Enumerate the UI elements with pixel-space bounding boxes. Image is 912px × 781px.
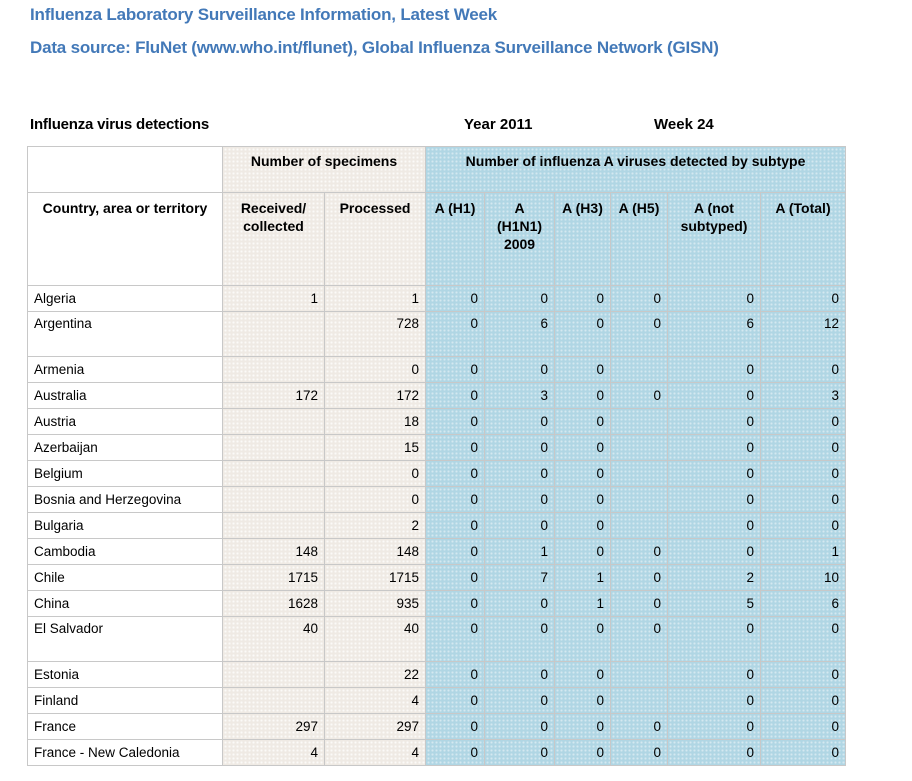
column-header-a-h1: A (H1) [426, 193, 485, 286]
country-cell: Belgium [28, 461, 223, 487]
subtype-value-cell: 0 [668, 714, 761, 740]
data-source-line: Data source: FluNet (www.who.int/flunet), Global Influenza Surveillance Network (GISN) [30, 38, 719, 57]
subtype-value-cell: 0 [485, 435, 555, 461]
subtype-value-cell: 1 [761, 539, 846, 565]
subtype-value-cell: 0 [555, 409, 611, 435]
table-row [28, 662, 846, 688]
subtype-value-cell: 0 [555, 714, 611, 740]
specimen-value-cell: 40 [223, 617, 325, 662]
country-cell: Australia [28, 383, 223, 409]
specimen-value-cell: 15 [325, 435, 426, 461]
report-header [30, 4, 912, 59]
subtype-value-cell: 0 [485, 487, 555, 513]
country-cell: Armenia [28, 357, 223, 383]
specimen-value-cell: 1 [325, 286, 426, 312]
subtype-value-cell: 0 [668, 539, 761, 565]
subtype-value-cell: 0 [485, 662, 555, 688]
specimen-value-cell: 4 [325, 740, 426, 766]
subtype-value-cell: 0 [555, 662, 611, 688]
specimen-value-cell [223, 357, 325, 383]
subtype-value-cell: 0 [668, 617, 761, 662]
table-row [28, 357, 846, 383]
table-row [28, 312, 846, 357]
column-header-a-not-subtyped: A (not subtyped) [668, 193, 761, 286]
subtype-value-cell: 0 [485, 714, 555, 740]
specimen-value-cell: 148 [325, 539, 426, 565]
subtype-value-cell: 0 [761, 662, 846, 688]
subtype-value-cell [611, 513, 668, 539]
table-row [28, 286, 846, 312]
specimens-group-header: Number of specimens [223, 147, 426, 193]
specimen-value-cell [223, 312, 325, 357]
subtype-value-cell: 0 [426, 312, 485, 357]
specimen-value-cell: 22 [325, 662, 426, 688]
subtype-value-cell: 0 [555, 357, 611, 383]
subtype-value-cell: 0 [611, 286, 668, 312]
subtype-value-cell: 1 [485, 539, 555, 565]
subtype-value-cell: 0 [761, 357, 846, 383]
subtype-value-cell: 0 [611, 714, 668, 740]
table-row [28, 383, 846, 409]
specimen-value-cell: 935 [325, 591, 426, 617]
subtype-value-cell: 0 [426, 513, 485, 539]
subtype-value-cell: 0 [555, 487, 611, 513]
subtype-value-cell: 0 [485, 513, 555, 539]
column-header-a-total: A (Total) [761, 193, 846, 286]
subtype-value-cell: 0 [668, 435, 761, 461]
table-row [28, 539, 846, 565]
specimen-value-cell: 18 [325, 409, 426, 435]
subtype-value-cell: 0 [761, 688, 846, 714]
subtype-value-cell: 0 [611, 740, 668, 766]
table-row [28, 740, 846, 766]
subtype-group-header: Number of influenza A viruses detected by subtype [426, 147, 846, 193]
subtype-value-cell: 0 [668, 461, 761, 487]
table-row [28, 487, 846, 513]
subtype-value-cell: 0 [426, 409, 485, 435]
subtype-value-cell: 0 [426, 714, 485, 740]
specimen-value-cell: 148 [223, 539, 325, 565]
specimen-value-cell: 4 [223, 740, 325, 766]
subtype-value-cell: 0 [485, 591, 555, 617]
subtype-value-cell: 0 [611, 312, 668, 357]
subtype-value-cell: 0 [761, 487, 846, 513]
specimen-value-cell [223, 409, 325, 435]
specimen-value-cell [223, 662, 325, 688]
subtype-value-cell: 0 [426, 740, 485, 766]
specimen-value-cell: 172 [325, 383, 426, 409]
column-header-row [28, 193, 846, 286]
subtype-value-cell: 0 [668, 286, 761, 312]
subtype-value-cell: 2 [668, 565, 761, 591]
country-cell: Bulgaria [28, 513, 223, 539]
subtype-value-cell: 0 [761, 617, 846, 662]
subtype-value-cell: 10 [761, 565, 846, 591]
country-cell: France [28, 714, 223, 740]
subtype-value-cell: 0 [555, 312, 611, 357]
subtype-value-cell: 0 [555, 461, 611, 487]
subtype-value-cell [611, 487, 668, 513]
specimen-value-cell [223, 461, 325, 487]
subtype-value-cell: 0 [426, 539, 485, 565]
subtype-value-cell: 0 [761, 740, 846, 766]
subtype-value-cell: 0 [761, 435, 846, 461]
country-cell: France - New Caledonia [28, 740, 223, 766]
table-row [28, 688, 846, 714]
specimen-value-cell: 1715 [325, 565, 426, 591]
subtype-value-cell: 0 [611, 539, 668, 565]
year-label: Year 2011 [464, 116, 533, 133]
subtype-value-cell: 6 [668, 312, 761, 357]
specimen-value-cell: 1 [223, 286, 325, 312]
subtype-value-cell: 0 [426, 662, 485, 688]
country-cell: Azerbaijan [28, 435, 223, 461]
column-header-received: Received/ collected [223, 193, 325, 286]
subtype-value-cell: 0 [555, 740, 611, 766]
country-cell: Estonia [28, 662, 223, 688]
specimen-value-cell: 0 [325, 461, 426, 487]
specimen-value-cell: 1628 [223, 591, 325, 617]
specimen-value-cell: 40 [325, 617, 426, 662]
subtype-value-cell: 0 [668, 383, 761, 409]
subtype-value-cell: 0 [485, 740, 555, 766]
specimen-value-cell: 297 [325, 714, 426, 740]
table-row [28, 461, 846, 487]
subtype-value-cell: 0 [611, 383, 668, 409]
subtype-value-cell: 0 [426, 286, 485, 312]
subtype-value-cell: 0 [426, 591, 485, 617]
table-body [28, 286, 846, 766]
subtype-value-cell: 0 [668, 662, 761, 688]
group-header-row [28, 147, 846, 193]
subtype-value-cell: 0 [555, 383, 611, 409]
subtype-value-cell: 1 [555, 565, 611, 591]
specimen-value-cell: 728 [325, 312, 426, 357]
subtype-value-cell: 0 [668, 357, 761, 383]
column-header-a-h3: A (H3) [555, 193, 611, 286]
country-cell: Algeria [28, 286, 223, 312]
specimen-value-cell: 4 [325, 688, 426, 714]
subtype-value-cell: 0 [485, 688, 555, 714]
subtype-value-cell: 0 [761, 286, 846, 312]
specimen-value-cell: 2 [325, 513, 426, 539]
specimen-value-cell [223, 435, 325, 461]
subtype-value-cell: 0 [555, 286, 611, 312]
subtype-value-cell: 0 [426, 435, 485, 461]
subtype-value-cell: 6 [485, 312, 555, 357]
subtype-value-cell: 0 [611, 591, 668, 617]
table-row [28, 714, 846, 740]
subtype-value-cell: 0 [426, 565, 485, 591]
table-row [28, 565, 846, 591]
subtype-value-cell [611, 662, 668, 688]
country-cell: Bosnia and Herzegovina [28, 487, 223, 513]
subtype-value-cell: 0 [555, 539, 611, 565]
subtype-value-cell: 0 [485, 286, 555, 312]
subtype-value-cell: 0 [668, 740, 761, 766]
subtype-value-cell [611, 461, 668, 487]
subtype-value-cell [611, 357, 668, 383]
country-cell: Chile [28, 565, 223, 591]
subtype-value-cell: 0 [668, 688, 761, 714]
table-row [28, 513, 846, 539]
subtype-value-cell: 0 [426, 617, 485, 662]
table-caption-row [0, 116, 912, 136]
subtype-value-cell: 0 [611, 617, 668, 662]
subtype-value-cell: 0 [485, 617, 555, 662]
subtype-value-cell: 0 [761, 714, 846, 740]
subtype-value-cell: 0 [611, 565, 668, 591]
country-cell: Argentina [28, 312, 223, 357]
subtype-value-cell: 0 [426, 383, 485, 409]
column-header-processed: Processed [325, 193, 426, 286]
table-row [28, 617, 846, 662]
subtype-value-cell: 12 [761, 312, 846, 357]
country-cell: Finland [28, 688, 223, 714]
column-header-a-h1n1-2009: A (H1N1) 2009 [485, 193, 555, 286]
subtype-value-cell: 0 [555, 688, 611, 714]
subtype-value-cell: 0 [485, 409, 555, 435]
column-header-a-h5: A (H5) [611, 193, 668, 286]
subtype-value-cell: 0 [668, 487, 761, 513]
subtype-value-cell: 7 [485, 565, 555, 591]
subtype-value-cell [611, 409, 668, 435]
subtype-value-cell: 0 [555, 435, 611, 461]
week-label: Week 24 [654, 116, 714, 133]
specimen-value-cell [223, 487, 325, 513]
column-header-country: Country, area or territory [28, 193, 223, 286]
influenza-detections-table [27, 146, 846, 766]
specimen-value-cell [223, 513, 325, 539]
subtype-value-cell: 0 [668, 513, 761, 539]
subtype-value-cell: 0 [426, 487, 485, 513]
table-title: Influenza virus detections [30, 116, 210, 133]
country-cell: Austria [28, 409, 223, 435]
subtype-value-cell: 0 [485, 357, 555, 383]
specimen-value-cell: 297 [223, 714, 325, 740]
table-row [28, 591, 846, 617]
specimen-value-cell: 0 [325, 487, 426, 513]
table-row [28, 409, 846, 435]
table-header [28, 147, 846, 286]
subtype-value-cell: 6 [761, 591, 846, 617]
table-row [28, 435, 846, 461]
specimen-value-cell: 1715 [223, 565, 325, 591]
empty-corner-cell [28, 147, 223, 193]
subtype-value-cell: 0 [761, 409, 846, 435]
country-cell: China [28, 591, 223, 617]
subtype-value-cell: 3 [485, 383, 555, 409]
subtype-value-cell: 0 [426, 688, 485, 714]
country-cell: Cambodia [28, 539, 223, 565]
subtype-value-cell: 0 [426, 357, 485, 383]
subtype-value-cell: 0 [555, 617, 611, 662]
specimen-value-cell: 172 [223, 383, 325, 409]
subtype-value-cell [611, 688, 668, 714]
subtype-value-cell: 5 [668, 591, 761, 617]
subtype-value-cell [611, 435, 668, 461]
country-cell: El Salvador [28, 617, 223, 662]
subtype-value-cell: 0 [426, 461, 485, 487]
subtype-value-cell: 3 [761, 383, 846, 409]
subtype-value-cell: 0 [555, 513, 611, 539]
subtype-value-cell: 0 [761, 461, 846, 487]
subtype-value-cell: 1 [555, 591, 611, 617]
specimen-value-cell: 0 [325, 357, 426, 383]
page-title: Influenza Laboratory Surveillance Information, Latest Week [30, 5, 498, 24]
specimen-value-cell [223, 688, 325, 714]
subtype-value-cell: 0 [761, 513, 846, 539]
subtype-value-cell: 0 [668, 409, 761, 435]
subtype-value-cell: 0 [485, 461, 555, 487]
